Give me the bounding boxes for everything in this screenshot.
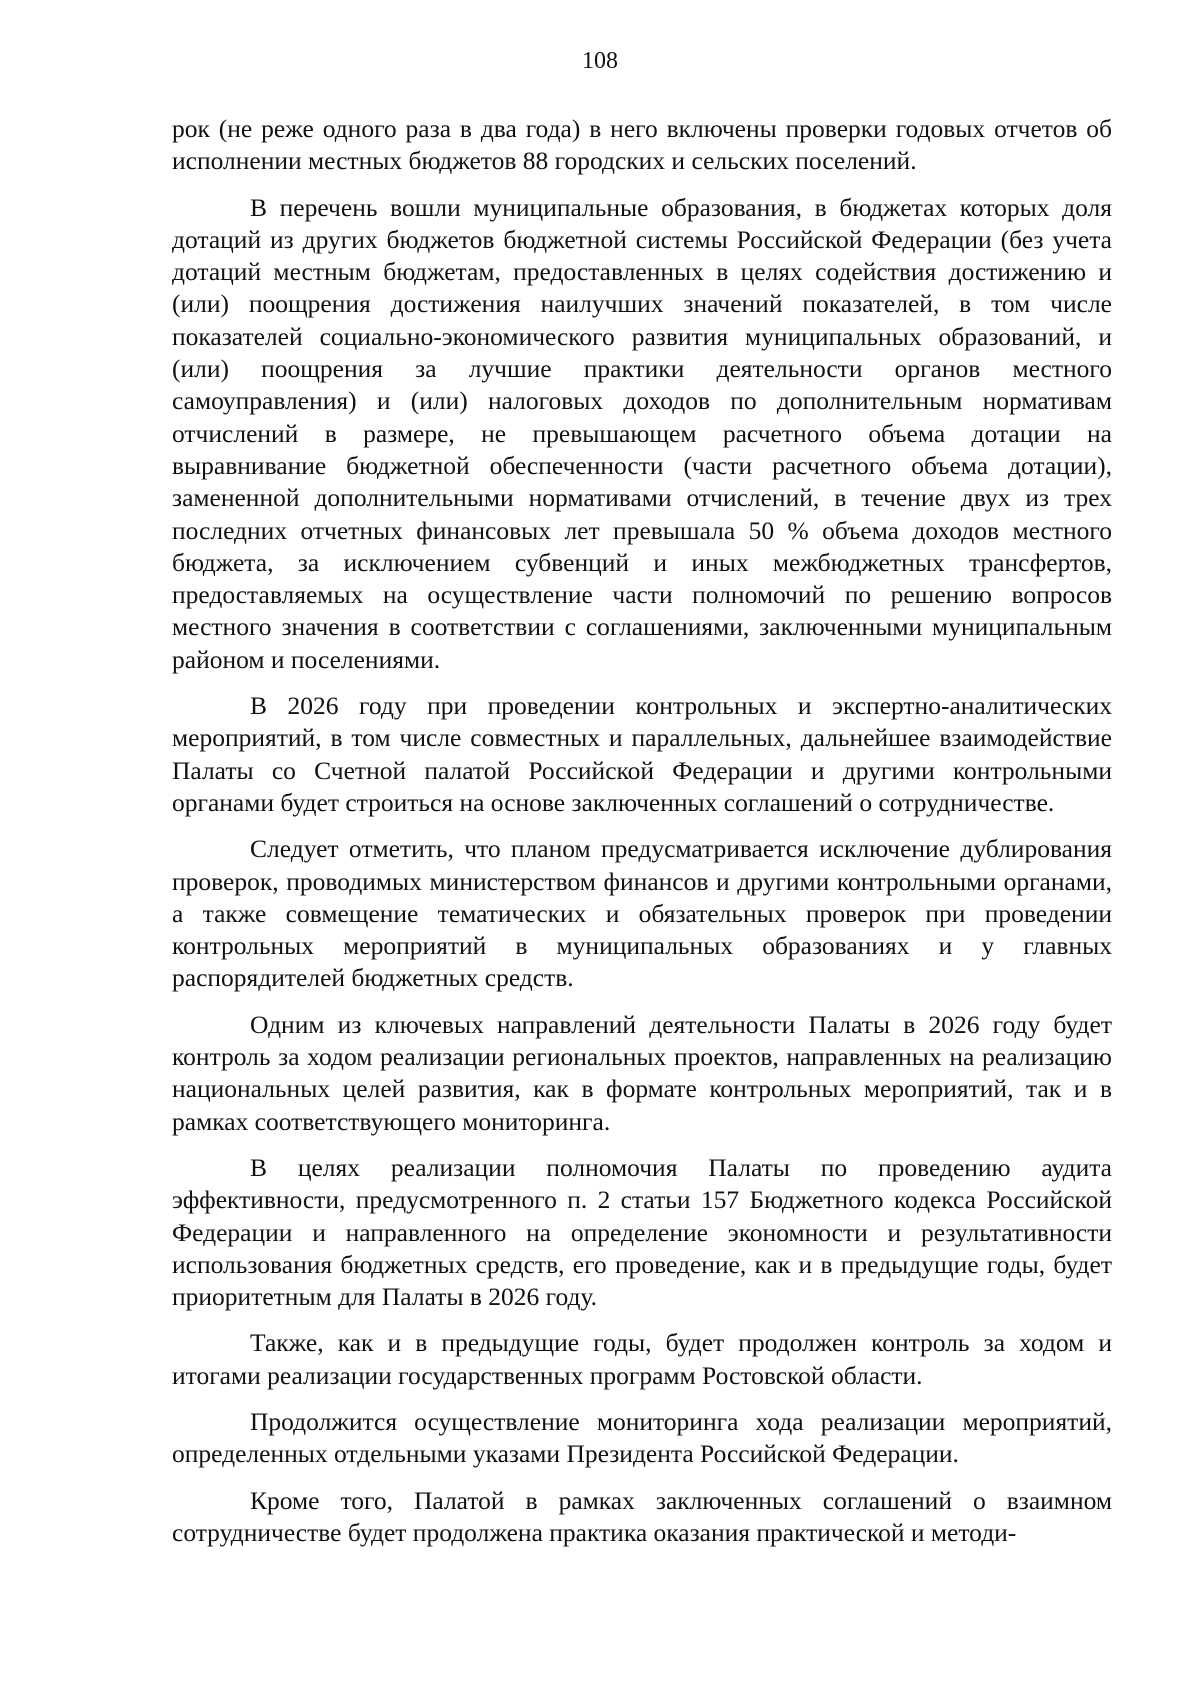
paragraph: Также, как и в предыдущие годы, будет продолжен контроль за ходом и итогами реализации государственных программ Ростовской области.	[172, 1328, 1112, 1390]
paragraph: Следует отметить, что планом предусматривается исключение дублирования проверок, проводимых министерством финансов и другими контрольными органами, а также совмещение тематических и обязательных проверок при проведении контрольных мероприятий в муниципальных образованиях и у главных распорядителей бюджетных средств.	[172, 834, 1112, 993]
paragraph: В 2026 году при проведении контрольных и экспертно-аналитических мероприятий, в том числе совместных и параллельных, дальнейшее взаимодействие Палаты со Счетной палатой Российской Федерации и другими контрольными органами будет строиться на основе заключенных соглашений о сотрудничестве.	[172, 691, 1112, 817]
paragraph: В целях реализации полномочия Палаты по проведению аудита эффективности, предусмотренного п. 2 статьи 157 Бюджетного кодекса Российской Федерации и направленного на определение экономности и результативности использования бюджетных средств, его проведение, как и в предыдущие годы, будет приоритетным для Палаты в 2026 году.	[172, 1152, 1112, 1312]
paragraph: Одним из ключевых направлений деятельности Палаты в 2026 году будет контроль за ходом реализации региональных проектов, направленных на реализацию национальных целей развития, как в формате контрольных мероприятий, так и в рамках соответствующего мониторинга.	[172, 1009, 1112, 1136]
paragraph: рок (не реже одного раза в два года) в него включены проверки годовых отчетов об исполнении местных бюджетов 88 городских и сельских поселений.	[172, 114, 1112, 176]
body-text	[172, 113, 1112, 1549]
page-number: 108	[582, 48, 618, 74]
paragraph: В перечень вошли муниципальные образования, в бюджетах которых доля дотаций из других бюджетов бюджетной системы Российской Федерации (без учета дотаций местным бюджетам, предоставленных в целях содействия достижению и (или) поощрения достижения наилучших значений показателей, в том числе показателей социально-экономического развития муниципальных образований, и (или) поощрения за лучшие практики деятельности органов местного самоуправления) и (или) налоговых доходов по дополнительным нормативам отчислений в размере, не превышающем расчетного объема дотации на выравнивание бюджетной обеспеченности (части расчетного объема дотации), замененной дополнительными нормативами отчислений, в течение двух из трех последних отчетных финансовых лет превышала 50 % объема доходов местного бюджета, за исключением субвенций и иных межбюджетных трансфертов, предоставляемых на осуществление части полномочий по решению вопросов местного значения в соответствии с соглашениями, заключенными муниципальным районом и поселениями.	[172, 192, 1112, 674]
paragraph: Продолжится осуществление мониторинга хода реализации мероприятий, определенных отдельными указами Президента Российской Федерации.	[172, 1406, 1112, 1469]
paragraph: Кроме того, Палатой в рамках заключенных соглашений о взаимном сотрудничестве будет продолжена практика оказания практической и методи-	[172, 1485, 1112, 1547]
